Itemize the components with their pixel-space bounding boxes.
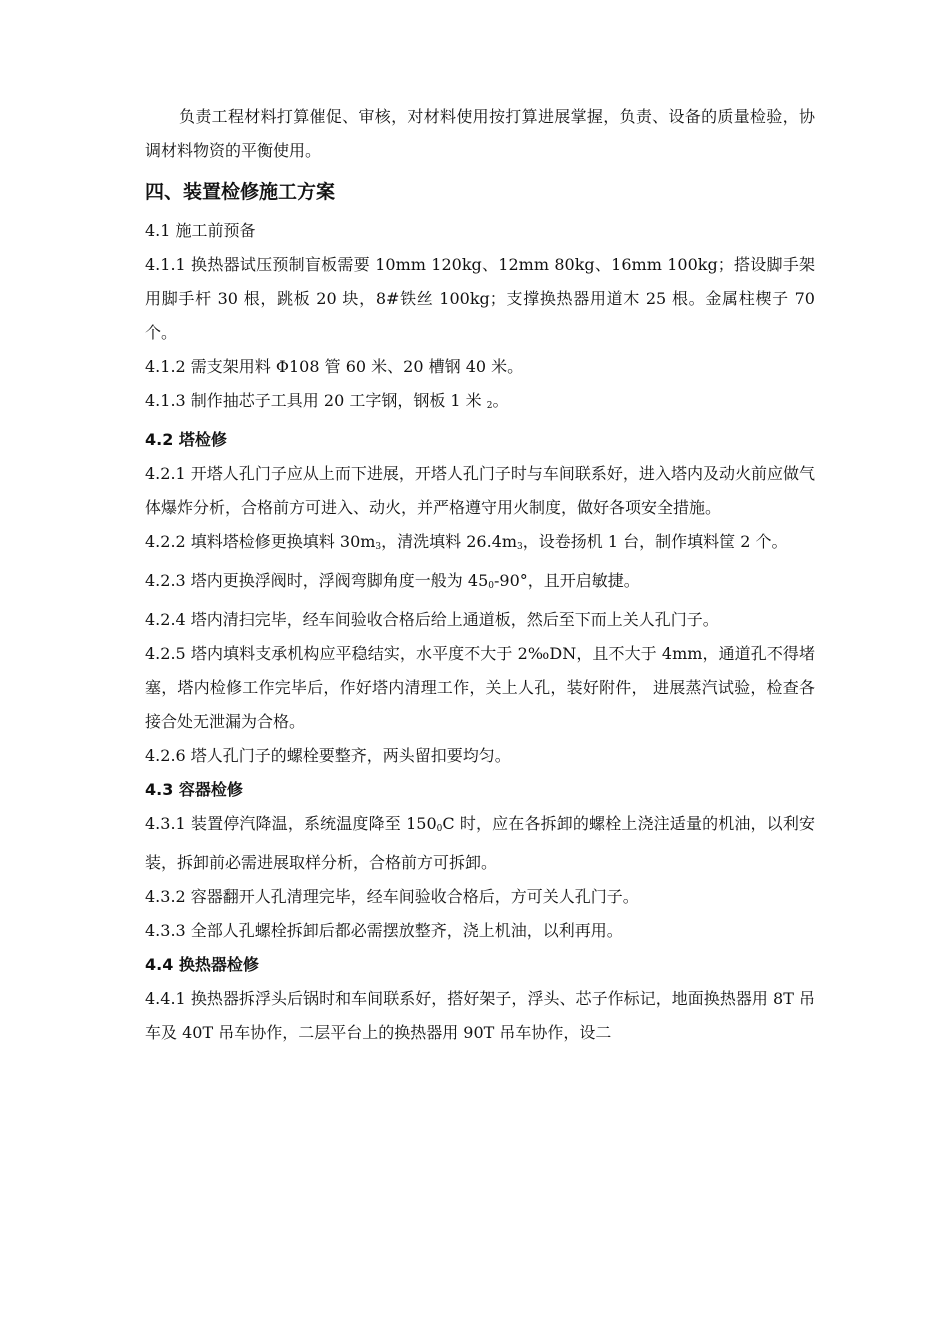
subscript: 0	[436, 824, 443, 834]
paragraph-4-2-3-b: -90°，且开启敏捷。	[493, 571, 640, 590]
paragraph-4-3-1-a: 4.3.1 装置停汽降温，系统温度降至 150	[145, 814, 437, 833]
paragraph-4-1-3-text: 4.1.3 制作抽芯子工具用 20 工字钢，钢板 1 米	[145, 391, 487, 410]
paragraph-4-4-1: 4.4.1 换热器拆浮头后锅时和车间联系好，搭好架子，浮头、芯子作标记，地面换热器用 8T 吊车及 40T 吊车协作，二层平台上的换热器用 90T 吊车协作，设二	[145, 989, 815, 1042]
paragraph-4-2-6: 4.2.6 塔人孔门子的螺栓要整齐，两头留扣要均匀。	[145, 746, 511, 765]
subsection-4-4-title: 4.4 换热器检修	[145, 955, 259, 974]
paragraph-4-2-2-b: ，清洗填料 26.4m	[381, 532, 518, 551]
paragraph-4-2-3	[145, 564, 815, 603]
subscript: 3	[375, 542, 382, 552]
subscript: 0	[488, 581, 494, 591]
paragraph-4-2-5: 4.2.5 塔内填料支承机构应平稳结实，水平度不大于 2‰DN，且不大于 4mm，通道孔不得堵塞，塔内检修工作完毕后，作好塔内清理工作，关上人孔，装好附件， 进展蒸汽试验，检查各接合处无泄漏为合格。	[145, 644, 815, 731]
paragraph-4-1-3-end: 。	[492, 391, 509, 410]
paragraph-4-3-1-b: C 时，应在各拆卸的螺栓上浇注适量的机油，以利安装，拆卸前必需进展取样分析，合格前方可拆卸。	[145, 814, 815, 872]
document-body	[145, 100, 815, 1050]
paragraph-4-2-2-a: 4.2.2 填料塔检修更换填料 30m	[145, 532, 376, 551]
paragraph-4-3-3: 4.3.3 全部人孔螺栓拆卸后都必需摆放整齐，浇上机油，以利再用。	[145, 921, 623, 940]
subscript: 3	[517, 542, 523, 552]
paragraph-4-1-1: 4.1.1 换热器试压预制盲板需要 10mm 120kg、12mm 80kg、16mm 100kg；搭设脚手架用脚手杆 30 根，跳板 20 块，8#铁丝 100kg；支撑换热器用道木 25 根。金属柱楔子 70 个。	[145, 255, 815, 342]
paragraph-4-1-3	[145, 384, 815, 423]
paragraph-4-2-2-c: ，设卷扬机 1 台，制作填料筐 2 个。	[522, 532, 788, 551]
paragraph-4-3-2: 4.3.2 容器翻开人孔清理完毕，经车间验收合格后，方可关人孔门子。	[145, 887, 639, 906]
paragraph-4-3-1	[145, 807, 815, 880]
paragraph-4-2-2	[145, 525, 815, 564]
subsection-4-1-title: 4.1 施工前预备	[145, 221, 256, 240]
subsection-4-3-title: 4.3 容器检修	[145, 780, 243, 799]
paragraph-4-2-4: 4.2.4 塔内清扫完毕，经车间验收合格后给上通道板，然后至下而上关人孔门子。	[145, 610, 719, 629]
intro-paragraph: 负责工程材料打算催促、审核，对材料使用按打算进展掌握，负责、设备的质量检验，协调材料物资的平衡使用。	[145, 107, 815, 160]
subscript: 2	[486, 401, 493, 411]
paragraph-4-2-3-a: 4.2.3 塔内更换浮阀时，浮阀弯脚角度一般为 45	[145, 571, 489, 590]
paragraph-4-1-2: 4.1.2 需支架用料 Φ108 管 60 米、20 槽钢 40 米。	[145, 357, 524, 376]
paragraph-4-2-1: 4.2.1 开塔人孔门子应从上而下进展，开塔人孔门子时与车间联系好，进入塔内及动火前应做气体爆炸分析，合格前方可进入、动火，并严格遵守用火制度，做好各项安全措施。	[145, 464, 815, 517]
section-title: 四、装置检修施工方案	[145, 181, 336, 203]
subsection-4-2-title: 4.2 塔检修	[145, 430, 227, 449]
